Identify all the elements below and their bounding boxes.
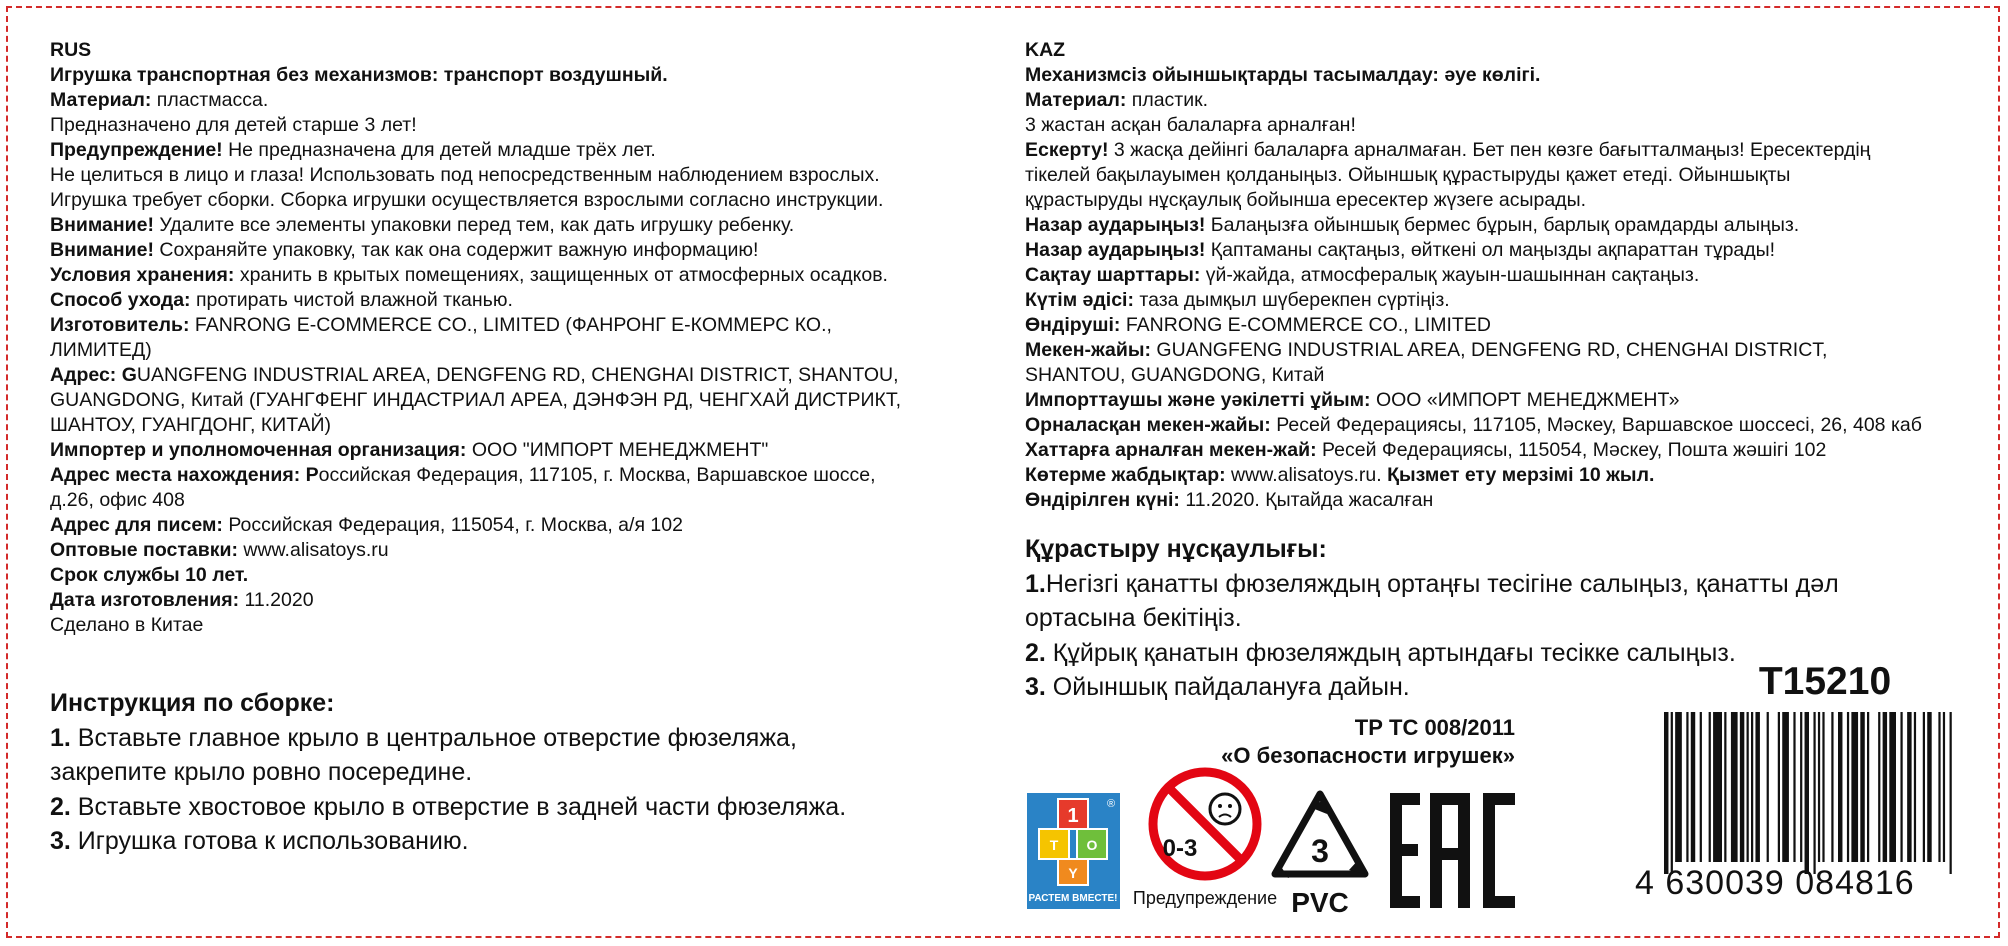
instruction-step	[50, 790, 1010, 825]
line-text: үй-жайда, атмосфералық жауын-шашыннан сақтаңыз.	[1200, 264, 1700, 286]
text-line	[50, 63, 1000, 88]
line-text: Не целиться в лицо и глаза! Использовать под непосредственным наблюдением взрослых.	[50, 164, 880, 186]
bold-label: Мекен-жайы:	[1025, 339, 1152, 361]
bold-label: Внимание!	[50, 239, 154, 261]
instructions-heading-kaz: Құрастыру нұсқаулығы:	[1025, 535, 1327, 563]
line-text: Қаптаманы сақтаңыз, өйткені ол маңызды ақпараттан тұрады!	[1205, 239, 1776, 261]
certification-standard: ТР ТС 008/2011	[1354, 715, 1515, 740]
line-text: 11.2020. Қытайда жасалған	[1179, 489, 1434, 511]
instruction-step	[50, 755, 1010, 790]
step-number: 1.	[1025, 569, 1046, 598]
line-text: протирать чистой влажной тканью.	[190, 289, 513, 311]
text-line	[50, 338, 1000, 363]
text-line	[50, 313, 1000, 338]
bold-label: Сақтау шарттары:	[1025, 264, 1201, 286]
barcode-bar	[1889, 712, 1896, 862]
text-line	[50, 413, 1000, 438]
line-text: Предназначено для детей старше 3 лет!	[50, 114, 417, 136]
bold-label: Дата изготовления:	[50, 589, 240, 611]
certification-note	[1150, 714, 1515, 770]
bold-label: Хаттарға арналған мекен-жай:	[1025, 439, 1317, 461]
line-text: 11.2020	[239, 589, 314, 611]
bold-label: Условия хранения:	[50, 264, 235, 286]
barcode-bar	[1691, 712, 1695, 862]
svg-text:Y: Y	[1068, 865, 1078, 881]
text-line	[1025, 38, 1975, 63]
text-line	[50, 138, 1000, 163]
barcode-bar	[1927, 712, 1931, 862]
bold-label: Адрес места нахождения: Р	[50, 464, 319, 486]
bold-label: Назар аударыңыз!	[1025, 214, 1206, 236]
line-text: Сохраняйте упаковку, так как она содержит важную информацию!	[153, 239, 759, 261]
barcode-bar	[1831, 712, 1833, 862]
instruction-step	[50, 824, 1010, 859]
warning-label: Предупреждение	[1132, 888, 1278, 908]
text-line	[50, 438, 1000, 463]
svg-text:1: 1	[1067, 805, 1079, 827]
text-line	[1025, 338, 1975, 363]
step-text: Ойыншық пайдалануға дайын.	[1045, 673, 1410, 701]
russian-text-block	[50, 38, 1000, 638]
barcode-bar	[1822, 712, 1824, 862]
barcode-bar	[1740, 712, 1744, 862]
line-text: GUANGFENG INDUSTRIAL AREA, DENGFENG RD, CHENGHAI DISTRICT,	[1151, 339, 1828, 361]
text-line	[50, 38, 1000, 63]
barcode-bar	[1878, 712, 1880, 862]
step-number: 3.	[1025, 673, 1046, 701]
step-text: закрепите крыло ровно посередине.	[50, 758, 473, 786]
bold-label: Внимание!	[50, 214, 154, 236]
line-text: SHANTOU, GUANGDONG, Китай	[1025, 364, 1325, 386]
barcode-bar	[1900, 712, 1902, 862]
bold-label: Оптовые поставки:	[50, 539, 238, 561]
barcode-bar	[1782, 712, 1789, 862]
ean-number: 4 630039 084816	[1635, 864, 1915, 902]
step-text: Вставьте хвостовое крыло в отверстие в задней части фюзеляжа.	[70, 792, 847, 821]
text-line	[1025, 63, 1975, 88]
barcode-bar	[1700, 712, 1702, 862]
bold-label: Способ ухода:	[50, 289, 191, 311]
text-line	[1025, 413, 1975, 438]
bold-label: Материал:	[1025, 89, 1127, 111]
line-text: ООО «ИМПОРТ МЕНЕДЖМЕНТ»	[1370, 389, 1680, 411]
bold-label: Адрес для писем:	[50, 514, 223, 536]
svg-text:T: T	[1049, 837, 1059, 853]
text-line	[1025, 288, 1975, 313]
barcode-bar	[1664, 712, 1668, 874]
barcode-bar	[1800, 712, 1802, 862]
bold-label: Өндірілген күні:	[1025, 489, 1180, 511]
line-text: құрастыруды нұсқаулық бойынша ересектер жүзеге асырады.	[1025, 189, 1587, 211]
text-line	[50, 588, 1000, 613]
text-line	[1025, 463, 1975, 488]
barcode-bar	[1938, 712, 1940, 862]
text-line	[1025, 238, 1975, 263]
line-text: пластмасса.	[151, 89, 269, 111]
barcode-bar	[1950, 712, 1952, 874]
brand-slogan: РАСТЕМ ВМЕСТЕ!	[1028, 893, 1118, 904]
bold-label: Материал:	[50, 89, 152, 111]
text-line	[1025, 163, 1975, 188]
bold-label: Импорттаушы және уәкілетті ұйым:	[1025, 389, 1371, 411]
line-text: пластик.	[1126, 89, 1209, 111]
line-text: д.26, офис 408	[50, 489, 185, 511]
eac-mark-icon	[1390, 793, 1515, 908]
text-line	[50, 488, 1000, 513]
age-limit: 0-3	[1162, 835, 1198, 862]
step-text: Құйрық қанатын фюзеляждың артындағы тесікке салыңыз.	[1045, 638, 1736, 667]
bold-label: Предупреждение!	[50, 139, 223, 161]
bold-label: Орналасқан мекен-жайы:	[1025, 414, 1271, 436]
text-line	[50, 538, 1000, 563]
text-line	[1025, 363, 1975, 388]
barcode-bar	[1724, 712, 1726, 862]
barcode-bar	[1713, 712, 1722, 862]
text-line	[50, 163, 1000, 188]
barcode-bar	[1778, 712, 1780, 862]
bold-label: Көтерме жабдықтар:	[1025, 464, 1226, 486]
line-text: GUANGDONG, Китай (ГУАНГФЕНГ ИНДАСТРИАЛ АРЕА, ДЭНФЭН РД, ЧЕНГХАЙ ДИСТРИКТ,	[50, 389, 901, 411]
barcode-bar	[1751, 712, 1753, 862]
line-text: оссийская Федерация, 117105, г. Москва, Варшавское шоссе,	[318, 464, 876, 486]
recycle-code: 3	[1311, 833, 1329, 869]
step-number: 2.	[1025, 638, 1046, 667]
bold-label: Күтім әдісі:	[1025, 289, 1134, 311]
line-text: www.alisatoys.ru.	[1225, 464, 1388, 486]
bold-label: Назар аударыңыз!	[1025, 239, 1206, 261]
barcode-bar	[1686, 712, 1688, 862]
article-number: T15210	[1758, 660, 1892, 703]
text-line	[1025, 213, 1975, 238]
line-text: Игрушка требует сборки. Сборка игрушки осуществляется взрослыми согласно инструкции.	[50, 189, 884, 211]
text-line	[50, 188, 1000, 213]
text-line	[1025, 388, 1975, 413]
service-life-kaz: Қызмет ету мерзімі 10 жыл.	[1387, 464, 1655, 486]
line-text: UANGFENG INDUSTRIAL AREA, DENGFENG RD, CHENGHAI DISTRICT, SHANTOU,	[136, 364, 899, 386]
barcode-bar	[1867, 712, 1869, 862]
barcode-bar	[1847, 712, 1849, 862]
text-line	[50, 213, 1000, 238]
barcode-bar	[1943, 712, 1945, 862]
bold-label: Механизмсіз ойыншықтарды тасымалдау: әуе көлігі.	[1025, 64, 1541, 86]
line-text: FANRONG E-COMMERCE CO., LIMITED (ФАНРОНГ Е-КОММЕРС КО.,	[189, 314, 832, 336]
line-text: Ресей Федерациясы, 117105, Мәскеу, Варшавское шоссесі, 26, 408 каб	[1270, 414, 1922, 436]
text-line	[50, 288, 1000, 313]
line-text: тікелей бақылауымен қолданыңыз. Ойыншық құрастыруды қажет етеді. Ойыншықты	[1025, 164, 1791, 186]
step-number: 1.	[50, 723, 71, 752]
barcode-bar	[1747, 712, 1749, 862]
text-line	[1025, 313, 1975, 338]
text-line	[1025, 88, 1975, 113]
barcode-bar	[1767, 712, 1769, 862]
bold-label: Ескерту!	[1025, 139, 1109, 161]
instructions-heading-rus: Инструкция по сборке:	[50, 689, 335, 717]
brand-logo	[1027, 793, 1120, 909]
text-line	[50, 238, 1000, 263]
text-line	[1025, 188, 1975, 213]
barcode-bar	[1675, 712, 1682, 862]
line-text: ШАНТОУ, ГУАНГДОНГ, КИТАЙ)	[50, 414, 331, 436]
text-line	[1025, 113, 1975, 138]
kazakh-text-block	[1025, 38, 1975, 513]
line-text: Российская Федерация, 115054, г. Москва, а/я 102	[222, 514, 683, 536]
barcode-bar	[1914, 712, 1916, 862]
barcode-bar	[1818, 712, 1820, 862]
bold-label: Өндіруші:	[1025, 314, 1121, 336]
line-text: FANRONG E-COMMERCE CO., LIMITED	[1120, 314, 1491, 336]
recycle-triangle-icon	[1265, 788, 1375, 918]
line-text: Удалите все элементы упаковки перед тем, как дать игрушку ребенку.	[153, 214, 795, 236]
line-text: Не предназначена для детей младше трёх лет.	[222, 139, 656, 161]
bold-label: KAZ	[1025, 39, 1066, 61]
barcode-bar	[1709, 712, 1711, 862]
text-line	[50, 563, 1000, 588]
line-text: 3 жастан асқан балаларға арналған!	[1025, 114, 1356, 136]
barcode-bar	[1923, 712, 1925, 862]
text-line	[1025, 438, 1975, 463]
barcode-bar	[1731, 712, 1738, 862]
bold-label: RUS	[50, 39, 92, 61]
instruction-step	[1025, 567, 1925, 602]
bold-label: Изготовитель:	[50, 314, 190, 336]
barcode-bar	[1907, 712, 1911, 862]
bold-label: Игрушка транспортная без механизмов: транспорт воздушный.	[50, 64, 668, 86]
step-number: 2.	[50, 792, 71, 821]
step-text: Вставьте главное крыло в центральное отверстие фюзеляжа,	[70, 723, 797, 752]
barcode	[1664, 712, 1954, 874]
registered-mark: ®	[1106, 798, 1116, 810]
barcode-bar	[1793, 712, 1795, 862]
recycle-material: PVC	[1291, 887, 1349, 918]
bold-label: Срок службы 10 лет.	[50, 564, 249, 586]
instruction-step	[1025, 601, 1925, 636]
barcode-bar	[1805, 712, 1809, 874]
line-text: ООО "ИМПОРТ МЕНЕДЖМЕНТ"	[466, 439, 769, 461]
step-text: ортасына бекітіңіз.	[1025, 604, 1242, 632]
step-number: 3.	[50, 827, 71, 855]
barcode-bar	[1813, 712, 1815, 874]
assembly-instructions-rus	[50, 686, 1010, 859]
bold-label: Адрес: G	[50, 364, 137, 386]
step-text: Негізгі қанатты фюзеляждың ортаңғы тесігіне салыңыз, қанатты дәл	[1045, 569, 1839, 598]
barcode-bar	[1671, 712, 1673, 874]
barcode-bar	[1883, 712, 1887, 862]
line-text: Балаңызға ойыншық бермес бұрын, барлық орамдарды алыңыз.	[1205, 214, 1800, 236]
barcode-bar	[1838, 712, 1842, 862]
line-text: www.alisatoys.ru	[237, 539, 389, 561]
line-text: хранить в крытых помещениях, защищенных от атмосферных осадков.	[234, 264, 888, 286]
barcode-bar	[1851, 712, 1858, 862]
text-line	[1025, 138, 1975, 163]
text-line	[50, 463, 1000, 488]
line-text: Сделано в Китае	[50, 614, 204, 636]
line-text: Ресей Федерациясы, 115054, Мәскеу, Пошта жәшігі 102	[1316, 439, 1827, 461]
text-line	[50, 88, 1000, 113]
barcode-bar	[1860, 712, 1864, 862]
certification-title: «О безопасности игрушек»	[1221, 743, 1515, 768]
bold-label: Импортер и уполномоченная организация:	[50, 439, 467, 461]
text-line	[1025, 263, 1975, 288]
text-line	[50, 113, 1000, 138]
text-line	[50, 263, 1000, 288]
text-line	[50, 388, 1000, 413]
svg-text:O: O	[1086, 837, 1098, 853]
text-line	[50, 613, 1000, 638]
barcode-bar	[1755, 712, 1759, 862]
line-text: ЛИМИТЕД)	[50, 339, 152, 361]
line-text: 3 жасқа дейінгі балаларға арналмаған. Бет пен көзге бағытталмаңыз! Ересектердің	[1108, 139, 1871, 161]
step-text: Игрушка готова к использованию.	[70, 827, 469, 855]
line-text: таза дымқыл шүберекпен сүртіңіз.	[1133, 289, 1450, 311]
text-line	[1025, 488, 1975, 513]
instruction-step	[50, 721, 1010, 756]
text-line	[50, 513, 1000, 538]
text-line	[50, 363, 1000, 388]
